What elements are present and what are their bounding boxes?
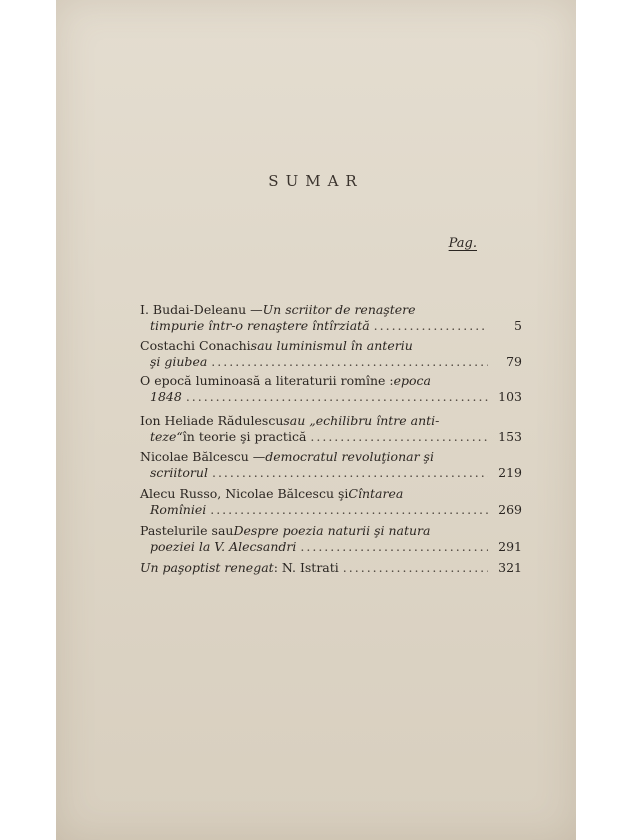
toc-entry-line <box>140 429 522 445</box>
toc-page-number: 321 <box>498 560 522 575</box>
toc-entry-text: sau luminismul în anteriu <box>250 338 413 353</box>
toc-entry-text: O epocă luminoasă a literaturii romîne : <box>140 373 394 388</box>
toc-page-number: 79 <box>506 354 522 369</box>
toc-entry <box>140 373 522 405</box>
dot-leader <box>374 318 488 334</box>
toc-entry-line <box>140 502 522 518</box>
toc-page-number: 5 <box>514 318 522 333</box>
dot-leader <box>343 560 488 576</box>
toc-entry <box>140 338 522 370</box>
dot-leader <box>186 389 488 405</box>
toc-entry-line <box>140 523 522 539</box>
page-column-label: Pag. <box>448 236 477 251</box>
toc-entry-text: Alecu Russo, Nicolae Bălcescu şi <box>140 486 349 501</box>
dot-leader <box>212 465 488 481</box>
toc-entry <box>140 302 522 334</box>
toc-page-number: 219 <box>498 465 522 480</box>
toc-entry-text: sau „echilibru între anti- <box>283 413 440 428</box>
toc-entry-text: Cîntarea <box>348 486 404 501</box>
toc-entry-text: şi giubea <box>150 354 208 369</box>
toc-entry-line <box>140 373 522 389</box>
toc-entry-line <box>140 318 522 334</box>
toc-entry-line <box>140 302 522 318</box>
toc-entry-text: în teorie şi practică <box>182 429 307 444</box>
toc-entry-text: Romîniei <box>150 502 207 517</box>
toc-entry-text: Pastelurile sau <box>140 523 234 538</box>
toc-page-number: 103 <box>498 389 522 404</box>
toc-entry <box>140 486 522 518</box>
toc-entry-text: 1848 <box>150 389 182 404</box>
toc-entry-text: Costachi Conachi <box>140 338 251 353</box>
toc-entry-text: teze“ <box>150 429 183 444</box>
toc-entry-text: epoca <box>393 373 432 388</box>
toc-entry-line <box>140 465 522 481</box>
toc-entry <box>140 413 522 445</box>
toc-page-number: 269 <box>498 502 522 517</box>
toc-entry-line <box>140 389 522 405</box>
toc-entry <box>140 449 522 481</box>
toc-page-number: 291 <box>498 539 522 554</box>
toc-entry-line <box>140 354 522 370</box>
toc-entry-line <box>140 449 522 465</box>
toc-entry <box>140 560 522 576</box>
dot-leader <box>300 539 488 555</box>
toc-entry-line <box>140 413 522 429</box>
toc-entry-text: timpurie într-o renaştere întîrziată <box>150 318 370 333</box>
toc-entry-line <box>140 539 522 555</box>
toc-entry <box>140 523 522 555</box>
toc-entry-text: Nicolae Bălcescu — <box>140 449 266 464</box>
page-title: SUMAR <box>268 172 364 190</box>
toc-entry-text: poeziei la V. Alecsandri <box>150 539 297 554</box>
toc-entry-text: Despre poezia naturii şi natura <box>233 523 431 538</box>
toc-entry-text: scriitorul <box>150 465 208 480</box>
toc-entry-text: I. Budai-Deleanu — <box>140 302 263 317</box>
dot-leader <box>210 502 488 518</box>
toc-entry-text: Un scriitor de renaştere <box>262 302 416 317</box>
toc-entry-text: Un paşoptist renegat <box>140 560 274 575</box>
toc-entry-text: democratul revoluţionar şi <box>265 449 434 464</box>
book-page <box>56 0 576 840</box>
toc-page-number: 153 <box>498 429 522 444</box>
dot-leader <box>211 354 488 370</box>
toc-entry-text: Ion Heliade Rădulescu <box>140 413 284 428</box>
toc-entry-line <box>140 560 522 576</box>
dot-leader <box>310 429 488 445</box>
toc-entry-text: : N. Istrati <box>273 560 339 575</box>
toc-entry-line <box>140 486 522 502</box>
toc-entry-line <box>140 338 522 354</box>
